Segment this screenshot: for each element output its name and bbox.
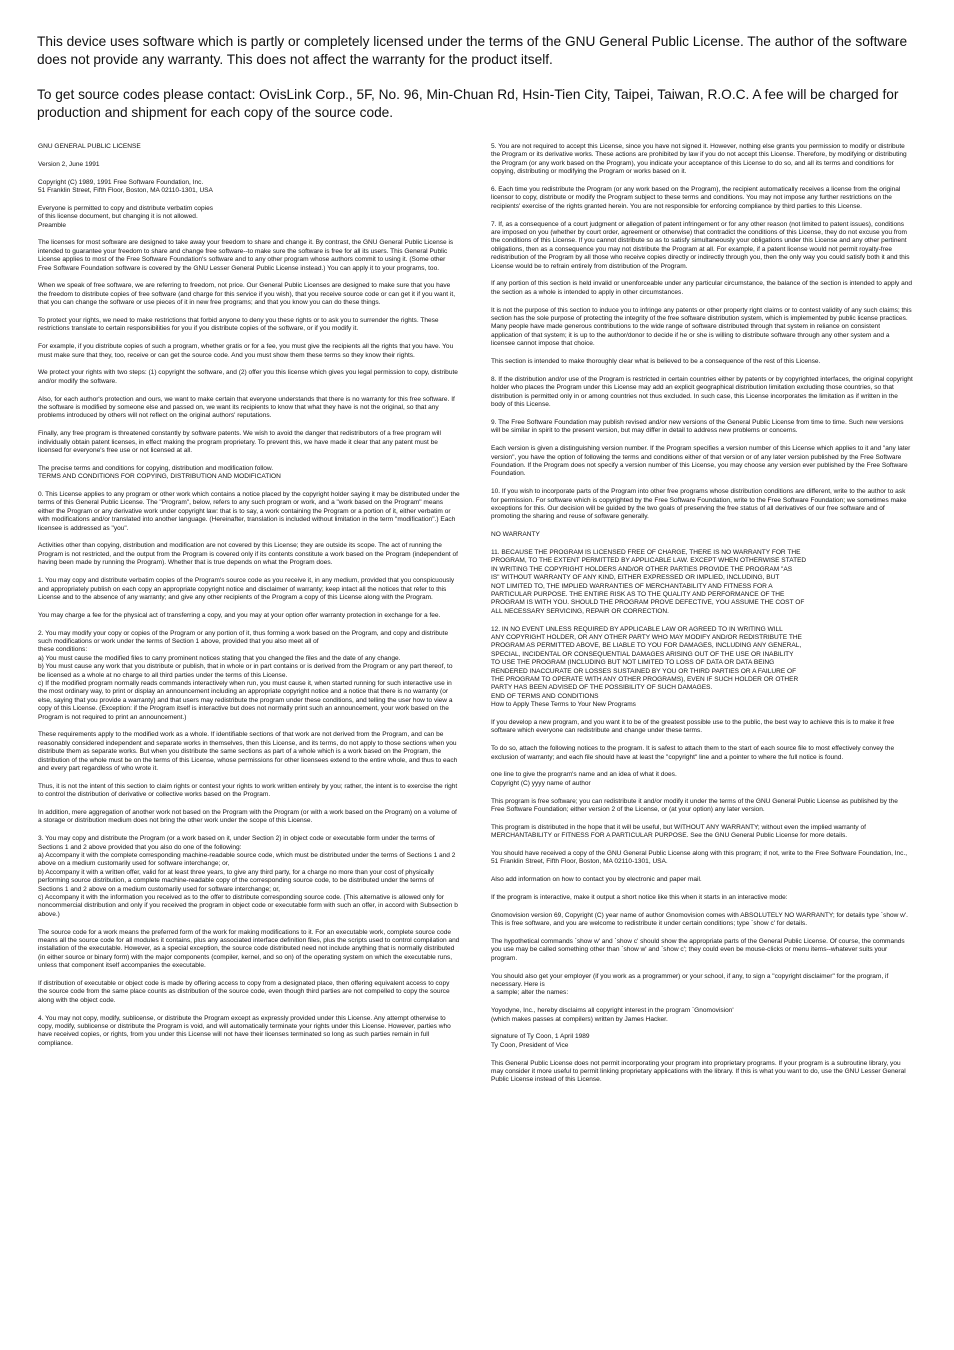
license-paragraph: NO WARRANTY xyxy=(491,531,540,539)
license-paragraph: Activities other than copying, distribution and modification are not covered by this License; they are outside its scope. The act of running the Program is not restricted, and the output from the Program is covered only if its contents constitute a work based on the Program (independent of having been made by running the Program). Whether that is true depends on what the Program does. xyxy=(38,542,458,567)
license-paragraph: Version 2, June 1991 xyxy=(38,160,100,168)
license-paragraph: When we speak of free software, we are referring to freedom, not price. Our General Public Licenses are designed to make sure that you have the freedom to distribute copies of free software (and charge for this service if you wish), that you receive source code or can get it if you want it, that you can change the software or use pieces of it in new free programs; and that you know you can do these things. xyxy=(38,282,456,307)
source-code-contact: To get source codes please contact: OvisLink Corp., 5F, No. 96, Min-Chuan Rd, Hsin-Tien City, Taipei, Taiwan, R.O.C. A fee will be charged for production and shipment for each copy of the source code. xyxy=(37,87,899,120)
warranty-notice: This device uses software which is partly or completely licensed under the terms of the GNU General Public License. The author of the software does not provide any warranty. This does not affect the warranty for the product itself. xyxy=(37,34,908,67)
license-paragraph: Also, for each author's protection and ours, we want to make certain that everyone understands that there is no warranty for this free software. If the software is modified by someone else and passed on, we want its recipients to know that what they have is not the original, so that any problems introduced by others will not reflect on the original authors' reputations. xyxy=(38,395,455,420)
license-paragraph: This section is intended to make thoroughly clear what is believed to be a consequence of the rest of this License. xyxy=(491,358,821,366)
license-paragraph: Also add information on how to contact you by electronic and paper mail. xyxy=(491,876,702,884)
license-paragraph: 6. Each time you redistribute the Program (or any work based on the Program), the recipient automatically receives a license from the original licensor to copy, distribute or modify the Program subject to these terms and conditions. You may not impose any further restrictions on the recipients' exercise of the rights granted herein. You are not responsible for enforcing compliance by third parties to this License. xyxy=(491,186,901,210)
license-paragraph: 3. You may copy and distribute the Program (or a work based on it, under Section 2) in object code or executable form under the terms of Sections 1 and 2 above provided that you also do one of the following: a) Accompany it with the complete corresponding machine-readable source code, which must be distributed under the terms of Sections 1 and 2 above on a medium customarily used for software interchange; or, b) Accompany it with a written offer, valid for at least three years, to give any third party, for a charge no more than your cost of physically performing source distribution, a complete machine-readable copy of the corresponding source code, to be distributed under the terms of Sections 1 and 2 above on a medium customarily used for software interchange; or, c) Accompany it with the information you received as to the offer to distribute corresponding source code. (This alternative is allowed only for noncommercial distribution and only if you received the program in object code or executable form with such an offer, in accord with Subsection b above.) xyxy=(38,835,458,918)
intro-notice xyxy=(37,33,917,139)
license-paragraph: 1. You may copy and distribute verbatim copies of the Program's source code as you receive it, in any medium, provided that you conspicuously and appropriately publish on each copy an appropriate copyright notice and disclaimer of warranty; keep intact all the notices that refer to this License and to the absence of any warranty; and give any other recipients of the Program a copy of this License along with the Program. xyxy=(38,577,455,601)
license-paragraph: You may charge a fee for the physical act of transferring a copy, and you may at your option offer warranty protection in exchange for a fee. xyxy=(38,611,441,619)
license-paragraph: The source code for a work means the preferred form of the work for making modifications to it. For an executable work, complete source code means all the source code for all modules it contains, plus any associated interface definition files, plus the scripts used to control compilation and installation of the executable. However, as a special exception, the source code distributed need not include anything that is normally distributed (in either source or binary form) with the major components (compiler, kernel, and so on) of the operating system on which the executable runs, unless that component itself accompanies the executable. xyxy=(38,928,460,970)
license-paragraph: 11. BECAUSE THE PROGRAM IS LICENSED FREE OF CHARGE, THERE IS NO WARRANTY FOR THE PROGRAM, TO THE EXTENT PERMITTED BY APPLICABLE LAW. EXCEPT WHEN OTHERWISE STATED IN WRITING THE COPYRIGHT HOLDERS AND/OR OTHER PARTIES PROVIDE THE PROGRAM "AS IS" WITHOUT WARRANTY OF ANY KIND, EITHER EXPRESSED OR IMPLIED, INCLUDING, BUT NOT LIMITED TO, THE IMPLIED WARRANTIES OF MERCHANTABILITY AND FITNESS FOR A PARTICULAR PURPOSE. THE ENTIRE RISK AS TO THE QUALITY AND PERFORMANCE OF THE PROGRAM IS WITH YOU. SHOULD THE PROGRAM PROVE DEFECTIVE, YOU ASSUME THE COST OF ALL NECESSARY SERVICING, REPAIR OR CORRECTION. xyxy=(491,548,807,615)
license-paragraph: 10. If you wish to incorporate parts of the Program into other free programs whose distribution conditions are different, write to the author to ask for permission. For software which is copyrighted by the Free Software Foundation, write to the Free Software Foundation; we sometimes make exceptions for this. Our decision will be guided by the two goals of preserving the free status of all derivatives of our free software and of promoting the sharing and reuse of software generally. xyxy=(491,488,907,521)
license-paragraph: This General Public License does not permit incorporating your program into proprietary programs. If your program is a subroutine library, you may consider it more useful to permit linking proprietary applications with the library. If this is what you want to do, use the GNU Lesser General Public License instead of this License. xyxy=(491,1059,906,1084)
license-paragraph: You should also get your employer (if you work as a programmer) or your school, if any, to sign a "copyright disclaimer" for the program, if necessary. Here is a sample; alter the names: xyxy=(491,972,889,997)
license-paragraph: To protect your rights, we need to make restrictions that forbid anyone to deny you these rights or to ask you to surrender the rights. These restrictions translate to certain responsibilities for you if you distribute copies of the software, or if you modify it. xyxy=(38,317,439,333)
license-paragraph: GNU GENERAL PUBLIC LICENSE xyxy=(38,143,141,150)
license-paragraph: 8. If the distribution and/or use of the Program is restricted in certain countries either by patents or by copyrighted interfaces, the original copyright holder who places the Program under this License may add an explicit geographical distribution limitation excluding those countries, so that distribution is permitted only in or among countries not thus excluded. In such case, this License incorporates the limitation as if written in the body of this License. xyxy=(491,375,913,409)
license-paragraph: If the program is interactive, make it output a short notice like this when it starts in an interactive mode: xyxy=(491,894,788,902)
license-paragraph: If you develop a new program, and you want it to be of the greatest possible use to the public, the best way to achieve this is to make it free software which everyone can redistribute and change under these terms. xyxy=(491,719,895,735)
license-paragraph: 4. You may not copy, modify, sublicense, or distribute the Program except as expressly provided under this License. Any attempt otherwise to copy, modify, sublicense or distribute the Program is void, and will automatically terminate your rights under this License. However, parties who have received copies, or rights, from you under this License will not have their licenses terminated so long as such parties remain in full compliance. xyxy=(38,1014,451,1047)
license-right-column xyxy=(491,143,913,1094)
license-paragraph: Everyone is permitted to copy and distribute verbatim copies of this license document, but changing it is not allowed. Preamble xyxy=(38,204,214,229)
license-paragraph: 9. The Free Software Foundation may publish revised and/or new versions of the General Public License from time to time. Such new versions will be similar in spirit to the present version, but may differ in detail to address new problems or concerns. xyxy=(491,418,904,435)
license-paragraph: We protect your rights with two steps: (1) copyright the software, and (2) offer you this license which gives you legal permission to copy, distribute and/or modify the software. xyxy=(38,369,458,385)
license-left-column xyxy=(38,143,460,1058)
license-paragraph: If any portion of this section is held invalid or unenforceable under any particular circumstance, the balance of the section is intended to apply and the section as a whole is intended to apply in other circumstances. xyxy=(491,280,913,296)
license-paragraph: In addition, mere aggregation of another work not based on the Program with the Program (or with a work based on the Program) on a volume of a storage or distribution medium does not bring the other work under the scope of this License. xyxy=(38,808,457,825)
license-paragraph: The hypothetical commands `show w' and `show c' should show the appropriate parts of the General Public License. Of course, the commands you use may be called something other than `show w' and `show c'; they could even be mouse-clicks or menu items--whatever suits your program. xyxy=(491,938,905,962)
license-paragraph: 12. IN NO EVENT UNLESS REQUIRED BY APPLICABLE LAW OR AGREED TO IN WRITING WILL ANY COPYRIGHT HOLDER, OR ANY OTHER PARTY WHO MAY MODIFY AND/OR REDISTRIBUTE THE PROGRAM AS PERMITTED ABOVE, BE LIABLE TO YOU FOR DAMAGES, INCLUDING ANY GENERAL, SPECIAL, INCIDENTAL OR CONSEQUENTIAL DAMAGES ARISING OUT OF THE USE OR INABILITY TO USE THE PROGRAM (INCLUDING BUT NOT LIMITED TO LOSS OF DATA OR DATA BEING RENDERED INACCURATE OR LOSSES SUSTAINED BY YOU OR THIRD PARTIES OR A FAILURE OF THE PROGRAM TO OPERATE WITH ANY OTHER PROGRAMS), EVEN IF SUCH HOLDER OR OTHER PARTY HAS BEEN ADVISED OF THE POSSIBILITY OF SUCH DAMAGES. END OF TERMS AND CONDITIONS How to Apply These Terms to Your New Programs xyxy=(491,625,802,709)
license-paragraph: 2. You may modify your copy or copies of the Program or any portion of it, thus forming a work based on the Program, and copy and distribute such modifications or work under the terms of Section 1 above, provided that you also meet all of these conditions: a) You must cause the modified files to carry prominent notices stating that you changed the files and the date of any change. b) You must cause any work that you distribute or publish, that in whole or in part contains or is derived from the Program or any part thereof, to be licensed as a whole at no charge to all third parties under the terms of this License. c) If the modified program normally reads commands interactively when run, you must cause it, when started running for such interactive use in the most ordinary way, to print or display an announcement including an appropriate copyright notice and a notice that there is no warranty (or else, saying that you provide a warranty) and that users may redistribute the program under these conditions, and telling the user how to view a copy of this License. (Exception: if the Program itself is interactive but does not normally print such an announcement, your work based on the Program is not required to print an announcement.) xyxy=(38,629,453,721)
license-paragraph: signature of Ty Coon, 1 April 1989 Ty Coon, President of Vice xyxy=(491,1033,590,1049)
license-paragraph: Copyright (C) 1989, 1991 Free Software Foundation, Inc. 51 Franklin Street, Fifth Floor, Boston, MA 02110-1301, USA xyxy=(38,178,213,194)
license-paragraph: Thus, it is not the intent of this section to claim rights or contest your rights to work written entirely by you; rather, the intent is to exercise the right to control the distribution of derivative or collective works based on the Program. xyxy=(38,782,458,799)
license-paragraph: Each version is given a distinguishing version number. If the Program specifies a version number of this License which applies to it and "any later version", you have the option of following the terms and conditions either of that version or of any later version published by the Free Software Foundation. If the Program does not specify a version number of this License, you may choose any version ever published by the Free Software Foundation. xyxy=(491,445,911,478)
license-paragraph: These requirements apply to the modified work as a whole. If identifiable sections of that work are not derived from the Program, and can be reasonably considered independent and separate works in themselves, then this License, and its terms, do not apply to those sections when you distribute them as separate works. But when you distribute the same sections as part of a whole which is a work based on the Program, the distribution of the whole must be on the terms of this License, whose permissions for other licensees extend to the entire whole, and thus to each and every part regardless of who wrote it. xyxy=(38,731,458,772)
license-paragraph: It is not the purpose of this section to induce you to infringe any patents or other property right claims or to contest validity of any such claims; this section has the sole purpose of protecting the integrity of the free software distribution system, which is implemented by public license practices. Many people have made generous contributions to the wide range of software distributed through that system in reliance on consistent application of that system; it is up to the author/donor to decide if he or she is willing to distribute software through any other system and a licensee cannot impose that choice. xyxy=(491,306,912,348)
license-paragraph: If distribution of executable or object code is made by offering access to copy from a designated place, then offering equivalent access to copy the source code from the same place counts as distribution of the source code, even though third parties are not compelled to copy the source along with the object code. xyxy=(38,980,450,1004)
license-paragraph: This program is free software; you can redistribute it and/or modify it under the terms of the GNU General Public License as published by the Free Software Foundation; either version 2 of the License, or (at your option) any later version. xyxy=(491,797,898,814)
license-paragraph: You should have received a copy of the GNU General Public License along with this program; if not, write to the Free Software Foundation, Inc., 51 Franklin Street, Fifth Floor, Boston, MA 02110-1301, USA. xyxy=(491,850,908,866)
license-paragraph: For example, if you distribute copies of such a program, whether gratis or for a fee, you must give the recipients all the rights that you have. You must make sure that they, too, receive or can get the source code. And you must show them these terms so they know their rights. xyxy=(38,343,454,359)
license-paragraph: Finally, any free program is threatened constantly by software patents. We wish to avoid the danger that redistributors of a free program will individually obtain patent licenses, in effect making the program proprietary. To prevent this, we have made it clear that any patent must be licensed for everyone's free use or not licensed at all. xyxy=(38,430,441,455)
license-paragraph: 0. This License applies to any program or other work which contains a notice placed by the copyright holder saying it may be distributed under the terms of this General Public License. The "Program", below, refers to any such program or work, and a "work based on the Program" means either the Program or any derivative work under copyright law: that is to say, a work containing the Program or a portion of it, either verbatim or with modifications and/or translated into another language. (Hereinafter, translation is included without limitation in the term "modification".) Each licensee is addressed as "you". xyxy=(38,491,460,532)
license-paragraph: one line to give the program's name and an idea of what it does. Copyright (C) yyyy name of author xyxy=(491,771,677,787)
license-paragraph: 7. If, as a consequence of a court judgment or allegation of patent infringement or for any other reason (not limited to patent issues), conditions are imposed on you (whether by court order, agreement or otherwise) that contradict the conditions of this License, they do not excuse you from the conditions of this License. If you cannot distribute so as to satisfy simultaneously your obligations under this License and any other pertinent obligations, then as a consequence you may not distribute the Program at all. For example, if a patent license would not permit royalty-free redistribution of the Program by all those who receive copies directly or indirectly through you, then the only way you could satisfy both it and this License would be to refrain entirely from distribution of the Program. xyxy=(491,220,910,270)
license-paragraph: This program is distributed in the hope that it will be useful, but WITHOUT ANY WARRANTY; without even the implied warranty of MERCHANTABILITY or FITNESS FOR A PARTICULAR PURPOSE. See the GNU General Public License for more details. xyxy=(491,823,866,840)
license-paragraph: The licenses for most software are designed to take away your freedom to share and change it. By contrast, the GNU General Public License is intended to guarantee your freedom to share and change free software--to make sure the software is free for all its users. This General Public License applies to most of the Free Software Foundation's software and to any other program whose authors commit to using it. (Some other Free Software Foundation software is covered by the GNU Lesser General Public License instead.) You can apply it to your programs, too. xyxy=(38,239,454,272)
license-paragraph: Gnomovision version 69, Copyright (C) year name of author Gnomovision comes with ABSOLUTELY NO WARRANTY; for details type `show w'. This is free software, and you are welcome to redistribute it under certain conditions; type `show c' for details. xyxy=(491,911,908,928)
license-paragraph: Yoyodyne, Inc., hereby disclaims all copyright interest in the program `Gnomovision' (which makes passes at compilers) written by James Hacker. xyxy=(491,1007,734,1023)
license-paragraph: The precise terms and conditions for copying, distribution and modification follow. TERMS AND CONDITIONS FOR COPYING, DISTRIBUTION AND MODIFICATION xyxy=(38,464,281,481)
license-paragraph: 5. You are not required to accept this License, since you have not signed it. However, nothing else grants you permission to modify or distribute the Program or its derivative works. These actions are prohibited by law if you do not accept this License. Therefore, by modifying or distributing the Program (or any work based on the Program), you indicate your acceptance of this License to do so, and all its terms and conditions for copying, distributing or modifying the Program or works based on it. xyxy=(491,143,907,176)
license-paragraph: To do so, attach the following notices to the program. It is safest to attach them to the start of each source file to most effectively convey the exclusion of warranty; and each file should have at least the "copyright" line and a pointer to where the full notice is found. xyxy=(491,745,895,761)
